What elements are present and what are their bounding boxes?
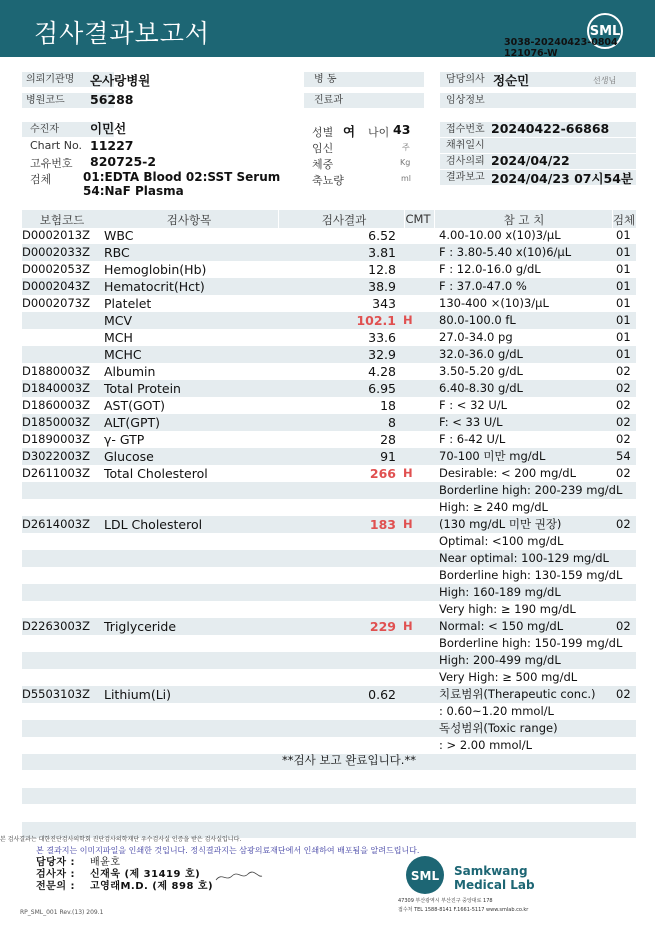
specialist-label: 전문의 :: [36, 881, 75, 892]
row-name: Lithium(Li): [104, 687, 172, 702]
table-row: [22, 380, 636, 397]
end-note: **검사 보고 완료입니다.**: [282, 753, 416, 767]
sml-logo-text: SML: [589, 24, 621, 39]
row-spec: 02: [616, 381, 631, 395]
row-code: D5503103Z: [22, 687, 90, 701]
row-name: Hematocrit(Hct): [104, 279, 205, 294]
row-name: WBC: [104, 228, 134, 243]
row-ref: 치료범위(Therapeutic conc.): [439, 687, 596, 701]
row-result: 3.81: [368, 245, 396, 260]
row-result: 102.1: [356, 313, 396, 328]
row-name: MCV: [104, 313, 133, 328]
row-code: D0002033Z: [22, 245, 90, 259]
form-code: RP_SML_001 Rev.(13) 209.1: [20, 909, 104, 916]
row-name: Hemoglobin(Hb): [104, 262, 207, 277]
shade-strip: [22, 788, 636, 804]
table-row: [22, 363, 636, 380]
patient-label: 수진자: [22, 122, 114, 137]
row-ref: Desirable: < 200 mg/dL: [439, 466, 576, 480]
row-result: 8: [388, 415, 396, 430]
clinical-label: 임상정보: [440, 93, 636, 108]
receipt-label: 접수번호: [440, 122, 636, 137]
table-row: [22, 431, 636, 448]
row-spec: 02: [616, 364, 631, 378]
manager-value: 배윤호: [90, 857, 121, 868]
row-spec: 02: [616, 432, 631, 446]
row-ref: : > 2.00 mmol/L: [439, 738, 532, 752]
specimen-line2: 54:NaF Plasma: [83, 184, 184, 198]
row-ref: Near optimal: 100-129 mg/dL: [439, 551, 609, 565]
row-spec: 01: [616, 330, 631, 344]
th-divider: [404, 210, 405, 228]
row-ref: Borderline high: 130-159 mg/dL: [439, 568, 623, 582]
table-row: [22, 703, 636, 720]
row-name: MCHC: [104, 347, 142, 362]
sml-footer-logo-text: SML: [410, 869, 440, 883]
row-ref: 32.0-36.0 g/dL: [439, 347, 523, 361]
row-ref: : 0.60~1.20 mmol/L: [439, 704, 554, 718]
preg-label: 임신: [312, 142, 334, 155]
sml-footer-logo-icon: [405, 855, 445, 895]
th-divider: [612, 210, 613, 228]
id-label: 고유번호: [30, 157, 73, 170]
row-name: RBC: [104, 245, 130, 260]
report-code: [504, 37, 618, 59]
manager-label: 담당자 :: [36, 857, 75, 868]
row-code: D1840003Z: [22, 381, 90, 395]
table-header: [22, 210, 636, 228]
th-cmt: CMT: [405, 212, 431, 226]
row-result: 33.6: [368, 330, 396, 345]
row-ref: High: ≥ 240 mg/dL: [439, 500, 548, 514]
patient-value: 이민선: [90, 121, 127, 136]
footer-cert-note: 본 검사결과는 대한진단검사의학회 진단검사의학재단 우수검사실 인증을 받은 검사실입니다.: [0, 836, 242, 843]
report-value: 2024/04/23 07시54분: [491, 171, 634, 186]
table-row: [22, 227, 636, 244]
examiner-label: 검사자 :: [36, 869, 75, 880]
th-ref: 참 고 치: [503, 213, 545, 227]
specimen-line1: 01:EDTA Blood 02:SST Serum: [83, 170, 281, 184]
row-ref: Normal: < 150 mg/dL: [439, 619, 564, 633]
row-flag: H: [403, 466, 413, 480]
row-ref: (130 mg/dL 미만 권장): [439, 517, 562, 531]
report-code-line1: 3038-20240423-0804: [504, 37, 618, 48]
age-value: 43: [393, 122, 411, 137]
row-code: D2611003Z: [22, 466, 90, 480]
row-spec: 54: [616, 449, 631, 463]
row-ref: 3.50-5.20 g/dL: [439, 364, 523, 378]
row-ref: 27.0-34.0 pg: [439, 330, 513, 344]
row-ref: 6.40-8.30 g/dL: [439, 381, 523, 395]
row-code: D0002053Z: [22, 262, 90, 276]
row-code: D1860003Z: [22, 398, 90, 412]
row-result: 0.62: [368, 687, 396, 702]
row-spec: 02: [616, 517, 631, 531]
specimen-label: 검체: [30, 173, 52, 186]
request-label: 검사의뢰: [440, 154, 636, 169]
row-result: 38.9: [368, 279, 396, 294]
row-ref: 독성범위(Toxic range): [439, 721, 558, 735]
doctor-suffix: 선생님: [593, 76, 617, 85]
table-row: [22, 414, 636, 431]
row-ref: Very high: ≥ 190 mg/dL: [439, 602, 576, 616]
collect-label: 채취일시: [440, 138, 636, 153]
row-name: Albumin: [104, 364, 156, 379]
row-result: 4.28: [368, 364, 396, 379]
row-code: D2614003Z: [22, 517, 90, 531]
row-name: Triglyceride: [104, 619, 177, 634]
row-result: 91: [380, 449, 396, 464]
row-ref: High: 160-189 mg/dL: [439, 585, 561, 599]
table-row: [22, 312, 636, 329]
age-label: 나이: [368, 126, 390, 139]
dept-label: 진료과: [304, 93, 424, 108]
hospital-code-value: 56288: [90, 92, 134, 107]
row-name: ALT(GPT): [104, 415, 161, 430]
row-name: Platelet: [104, 296, 152, 311]
company-name: [454, 864, 535, 892]
row-result: 28: [380, 432, 396, 447]
row-ref: F : 37.0-47.0 %: [439, 279, 527, 293]
row-ref: 80.0-100.0 fL: [439, 313, 516, 327]
table-row: [22, 329, 636, 346]
table-row: [22, 261, 636, 278]
row-flag: H: [403, 313, 413, 327]
table-row: [22, 652, 636, 669]
row-spec: 01: [616, 228, 631, 242]
row-ref: 70-100 미만 mg/dL: [439, 449, 546, 463]
company-contact: 접수처 TEL 1588-8141 F.1661-5117 www.smlab.co.kr: [398, 907, 529, 913]
row-ref: F: < 33 U/L: [439, 415, 503, 429]
row-ref: F : < 32 U/L: [439, 398, 508, 412]
chart-label: Chart No.: [30, 139, 82, 152]
weight-unit: Kg: [400, 158, 411, 167]
row-spec: 02: [616, 415, 631, 429]
table-row: [22, 686, 636, 703]
row-ref: High: 200-499 mg/dL: [439, 653, 561, 667]
row-code: D1890003Z: [22, 432, 90, 446]
th-code: 보험코드: [39, 213, 85, 227]
row-spec: 01: [616, 313, 631, 327]
row-ref: Borderline high: 200-239 mg/dL: [439, 483, 623, 497]
row-result: 266: [369, 466, 396, 481]
row-spec: 02: [616, 466, 631, 480]
sex-label: 성별: [312, 126, 334, 139]
receipt-value: 20240422-66868: [491, 121, 610, 136]
row-spec: 02: [616, 398, 631, 412]
th-name: 검사항목: [166, 213, 212, 227]
table-row: [22, 516, 636, 533]
company-address: 47309 부산광역시 부산진구 중앙대로 178: [398, 898, 493, 904]
specialist-value: 고영래M.D. (제 898 호): [90, 881, 214, 892]
table-row: [22, 533, 636, 550]
row-result: 32.9: [368, 347, 396, 362]
row-ref: F : 12.0-16.0 g/dL: [439, 262, 541, 276]
table-row: [22, 244, 636, 261]
weight-label: 체중: [312, 158, 334, 171]
table-row: [22, 584, 636, 601]
row-ref: F : 3.80-5.40 x(10)6/μL: [439, 245, 572, 259]
row-name: Total Protein: [104, 381, 181, 396]
row-code: D0002073Z: [22, 296, 90, 310]
row-spec: 01: [616, 245, 631, 259]
table-row: [22, 465, 636, 482]
report-title: 검사결과보고서: [34, 19, 211, 48]
row-flag: H: [403, 619, 413, 633]
table-row: [22, 618, 636, 635]
footer-print-note: 본 결과지는 이미지파일을 인쇄한 것입니다. 정식결과지는 삼광의료재단에서 인쇄하여 배포됨을 알려드립니다.: [36, 846, 420, 855]
row-code: D1880003Z: [22, 364, 90, 378]
row-ref: F : 6-42 U/L: [439, 432, 506, 446]
table-row: [22, 720, 636, 737]
row-ref: 4.00-10.00 x(10)3/μL: [439, 228, 561, 242]
row-ref: 130-400 ×(10)3/μL: [439, 296, 549, 310]
sex-value: 여: [343, 124, 356, 139]
row-result: 183: [369, 517, 396, 532]
th-divider: [278, 210, 279, 228]
table-row: [22, 397, 636, 414]
row-name: AST(GOT): [104, 398, 166, 413]
table-row: [22, 295, 636, 312]
table-row: [22, 601, 636, 618]
row-result: 12.8: [368, 262, 396, 277]
id-value: 820725-2: [90, 154, 157, 169]
row-ref: Borderline high: 150-199 mg/dL: [439, 636, 623, 650]
signature-icon: [214, 868, 264, 886]
row-result: 343: [372, 296, 396, 311]
table-row: [22, 669, 636, 686]
row-code: D3022003Z: [22, 449, 90, 463]
table-row: [22, 482, 636, 499]
row-flag: H: [403, 517, 413, 531]
urine-label: 축뇨량: [312, 174, 344, 187]
company-name-line2: Medical Lab: [454, 878, 535, 892]
row-code: D2263003Z: [22, 619, 90, 633]
row-name: MCH: [104, 330, 133, 345]
table-row: [22, 499, 636, 516]
preg-unit: 주: [402, 143, 410, 152]
institution-value: 온사랑병원: [90, 73, 151, 88]
row-ref: Optimal: <100 mg/dL: [439, 534, 564, 548]
row-code: D0002043Z: [22, 279, 90, 293]
th-spec: 검체: [612, 213, 636, 227]
row-spec: 01: [616, 347, 631, 361]
row-name: Glucose: [104, 449, 154, 464]
company-name-line1: Samkwang: [454, 864, 528, 878]
report-label: 결과보고: [440, 170, 636, 185]
table-row: [22, 278, 636, 295]
institution-label: 의뢰기관명: [22, 72, 114, 87]
th-divider: [434, 210, 435, 228]
row-code: D0002013Z: [22, 228, 90, 242]
row-result: 6.95: [368, 381, 396, 396]
row-code: D1850003Z: [22, 415, 90, 429]
chart-value: 11227: [90, 138, 134, 153]
row-spec: 01: [616, 296, 631, 310]
report-code-line2: 121076-W: [504, 48, 558, 59]
table-row: [22, 346, 636, 363]
doctor-value: 정순민: [493, 73, 530, 88]
row-result: 229: [369, 619, 396, 634]
row-ref: Very High: ≥ 500 mg/dL: [439, 670, 578, 684]
row-spec: 02: [616, 619, 631, 633]
table-row: [22, 635, 636, 652]
row-spec: 01: [616, 279, 631, 293]
doctor-label: 담당의사: [440, 72, 636, 87]
row-name: Total Cholesterol: [104, 466, 208, 481]
row-spec: 02: [616, 687, 631, 701]
ward-label: 병 동: [304, 72, 424, 87]
th-result: 검사결과: [321, 213, 367, 227]
hospital-code-label: 병원코드: [22, 93, 114, 108]
urine-unit: ml: [401, 174, 412, 183]
row-spec: 01: [616, 262, 631, 276]
row-name: LDL Cholesterol: [104, 517, 203, 532]
table-row: [22, 567, 636, 584]
table-row: [22, 448, 636, 465]
examiner-value: 신재욱 (제 31419 호): [90, 869, 201, 880]
row-name: γ- GTP: [104, 432, 145, 447]
row-result: 6.52: [368, 228, 396, 243]
request-value: 2024/04/22: [491, 153, 570, 168]
table-row: [22, 550, 636, 567]
row-result: 18: [380, 398, 396, 413]
